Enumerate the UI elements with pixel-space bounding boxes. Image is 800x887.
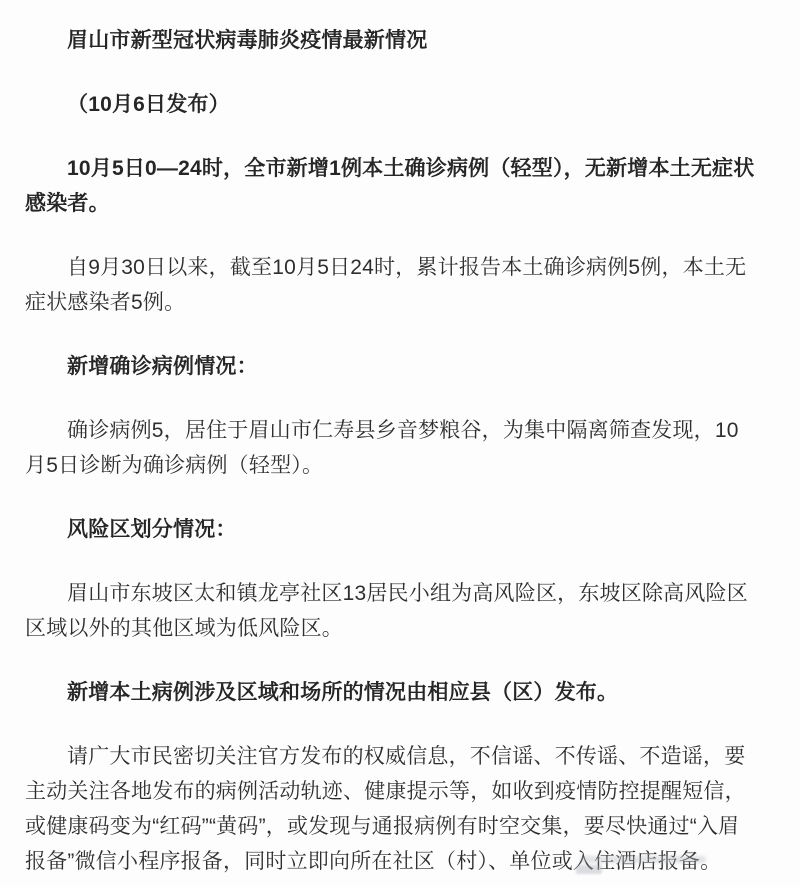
case-area-release-note: 新增本土病例涉及区域和场所的情况由相应县（区）发布。 [67, 681, 619, 704]
public-advisory: 请广大市民密切关注官方发布的权威信息，不信谣、不传谣、不造谣，要主动关注各地发布的病例活动轨迹、健康提示等，如收到疫情防控提醒短信，或健康码变为“红码”“黄码”，或发现与通报病例有时空交集，要尽快通过“入眉报备”微信小程序报备，同时立即向所在社区（村）、单位或入住酒店报备。 [25, 745, 746, 873]
section-heading-new-confirmed-cases: 新增确诊病例情况： [67, 355, 258, 378]
publish-date: （10月6日发布） [67, 93, 230, 116]
document-title: 眉山市新型冠状病毒肺炎疫情最新情况 [67, 29, 428, 52]
risk-zone-detail: 眉山市东坡区太和镇龙亭社区13居民小组为高风险区，东坡区除高风险区区域以外的其他区域为低风险区。 [25, 582, 748, 640]
cumulative-cases-summary: 自9月30日以来，截至10月5日24时，累计报告本土确诊病例5例，本土无症状感染者5例。 [25, 256, 747, 314]
daily-new-cases-summary: 10月5日0—24时，全市新增1例本土确诊病例（轻型），无新增本土无症状感染者。 [25, 157, 755, 215]
case-detail: 确诊病例5，居住于眉山市仁寿县乡音梦粮谷，为集中隔离筛查发现，10月5日诊断为确诊病例（轻型）。 [25, 419, 739, 477]
section-heading-risk-zones: 风险区划分情况： [67, 518, 237, 541]
